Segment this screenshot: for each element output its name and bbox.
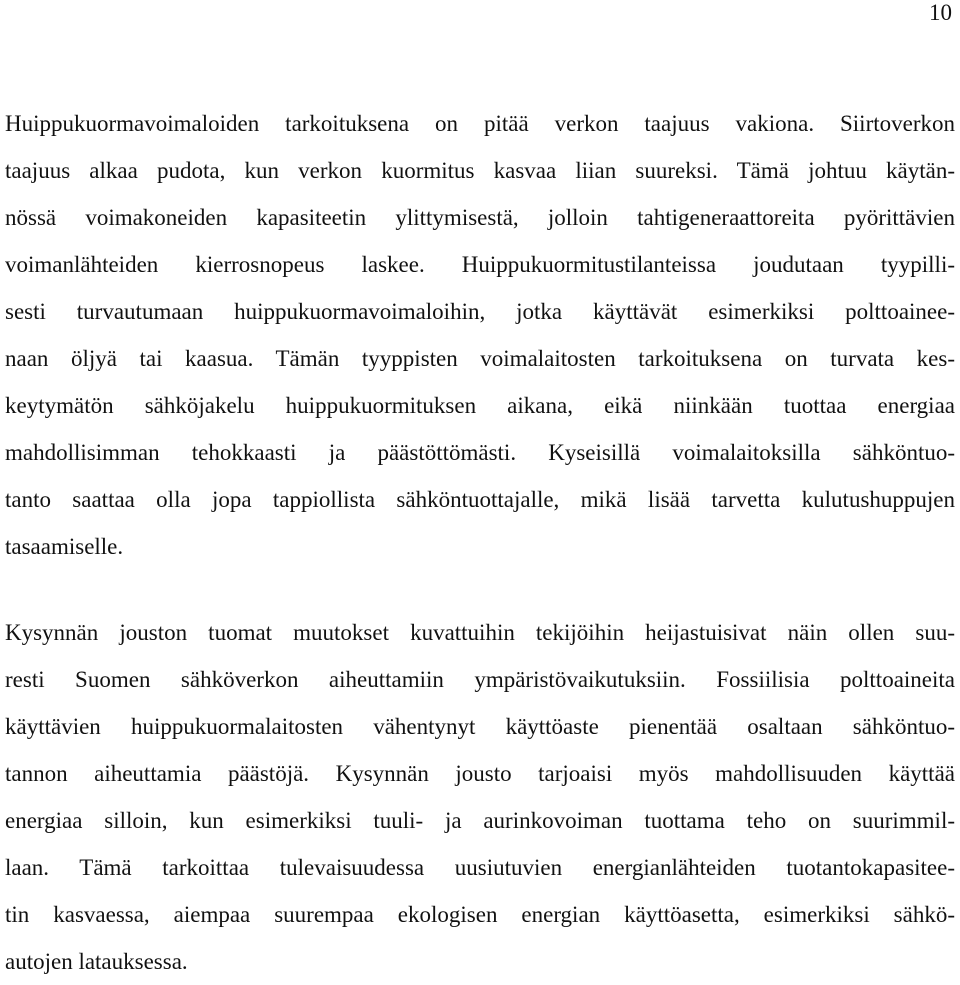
page-number: 10 xyxy=(929,0,952,25)
text-line: laan. Tämä tarkoittaa tulevaisuudessa uusiutuvien energianlähteiden tuotantokapasitee- xyxy=(5,855,955,880)
text-line: tannon aiheuttamia päästöjä. Kysynnän jousto tarjoaisi myös mahdollisuuden käyttää xyxy=(5,761,955,786)
text-line: energiaa silloin, kun esimerkiksi tuuli- ja aurinkovoiman tuottama teho on suurimmil- xyxy=(5,808,955,833)
text-line: Kysynnän jouston tuomat muutokset kuvattuihin tekijöihin heijastuisivat näin ollen suu- xyxy=(5,620,955,645)
text-line: tasaamiselle. xyxy=(5,534,124,559)
text-line: tanto saattaa olla jopa tappiollista sähköntuottajalle, mikä lisää tarvetta kulutushuppujen xyxy=(5,487,955,512)
paragraph-peak-power-plants xyxy=(5,100,955,570)
paragraph-demand-response xyxy=(5,609,955,985)
text-line: naan öljyä tai kaasua. Tämän tyyppisten voimalaitosten tarkoituksena on turvata kes- xyxy=(5,346,955,371)
text-line: mahdollisimman tehokkaasti ja päästöttömästi. Kyseisillä voimalaitoksilla sähköntuo- xyxy=(5,440,955,465)
text-line: resti Suomen sähköverkon aiheuttamiin ympäristövaikutuksiin. Fossiilisia polttoaineita xyxy=(5,667,955,692)
text-line: taajuus alkaa pudota, kun verkon kuormitus kasvaa liian suureksi. Tämä johtuu käytän- xyxy=(5,158,955,183)
text-line: käyttävien huippukuormalaitosten vähentynyt käyttöaste pienentää osaltaan sähköntuo- xyxy=(5,714,955,739)
text-line: keytymätön sähköjakelu huippukuormituksen aikana, eikä niinkään tuottaa energiaa xyxy=(5,393,955,418)
text-line: tin kasvaessa, aiempaa suurempaa ekologisen energian käyttöasetta, esimerkiksi sähkö- xyxy=(5,902,955,927)
text-line: sesti turvautumaan huippukuormavoimaloihin, jotka käyttävät esimerkiksi polttoainee- xyxy=(5,299,955,324)
text-line: autojen latauksessa. xyxy=(5,949,188,974)
text-line: nössä voimakoneiden kapasiteetin ylittymisestä, jolloin tahtigeneraattoreita pyörittävien xyxy=(5,205,955,230)
text-line: voimanlähteiden kierrosnopeus laskee. Huippukuormitustilanteissa joudutaan tyypilli- xyxy=(5,252,955,277)
text-line: Huippukuormavoimaloiden tarkoituksena on pitää verkon taajuus vakiona. Siirtoverkon xyxy=(5,111,955,136)
